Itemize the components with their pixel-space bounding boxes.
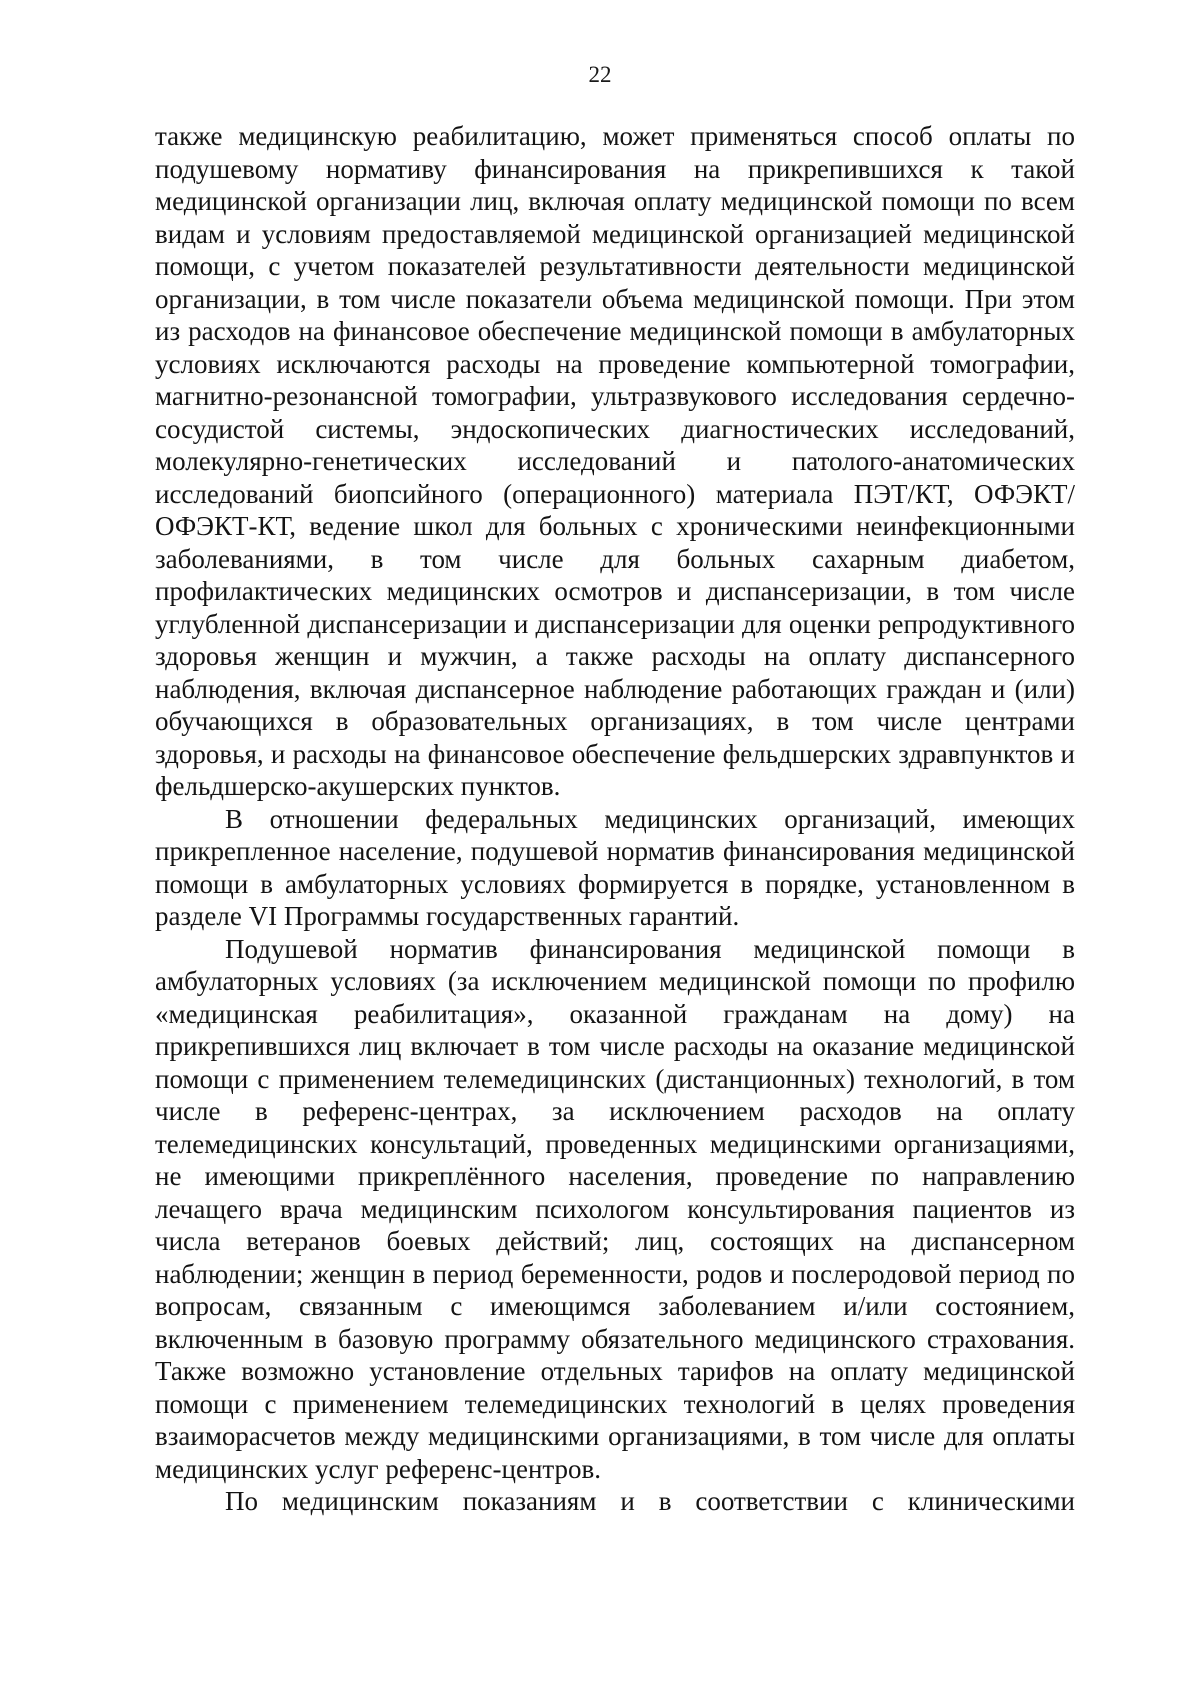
paragraph-continuation: также медицинскую реабилитацию, может применяться способ оплаты по подушевому нормативу финансирования на прикрепившихся к такой медицинской организации лиц, включая оплату медицинской помощи по всем видам и условиям предоставляемой медицинской организацией медицинской помощи, с учетом показателей результативности деятельности медицинской организации, в том числе показатели объема медицинской помощи. При этом из расходов на финансовое обеспечение медицинской помощи в амбулаторных условиях исключаются расходы на проведение компьютерной томографии, магнитно-резонансной томографии, ультразвукового исследования сердечно-сосудистой системы, эндоскопических диагностических исследований, молекулярно-генетических исследований и патолого-анатомических исследований биопсийного (операционного) материала ПЭТ/КТ, ОФЭКТ/ОФЭКТ-КТ, ведение школ для больных с хроническими неинфекционными заболеваниями, в том числе для больных сахарным диабетом, профилактических медицинских осмотров и диспансеризации, в том числе углубленной диспансеризации и диспансеризации для оценки репродуктивного здоровья женщин и мужчин, а также расходы на оплату диспансерного наблюдения, включая диспансерное наблюдение работающих граждан и (или) обучающихся в образовательных организациях, в том числе центрами здоровья, и расходы на финансовое обеспечение фельдшерских здравпунктов и фельдшерско-акушерских пунктов. (155, 121, 1075, 801)
page-number: 22 (588, 62, 612, 87)
paragraph-per-capita-standard: Подушевой норматив финансирования медицинской помощи в амбулаторных условиях (за исключением медицинской помощи по профилю «медицинская реабилитация», оказанной гражданам на дому) на прикрепившихся лиц включает в том числе расходы на оказание медицинской помощи с применением телемедицинских (дистанционных) технологий, в том числе в референс-центрах, за исключением расходов на оплату телемедицинских консультаций, проведенных медицинскими организациями, не имеющими прикреплённого населения, проведение по направлению лечащего врача медицинским психологом консультирования пациентов из числа ветеранов боевых действий; лиц, состоящих на диспансерном наблюдении; женщин в период беременности, родов и послеродовой период по вопросам, связанным с имеющимся заболеванием и/или состоянием, включенным в базовую программу обязательного медицинского страхования. Также возможно установление отдельных тарифов на оплату медицинской помощи с применением телемедицинских технологий в целях проведения взаиморасчетов между медицинскими организациями, в том числе для оплаты медицинских услуг референс-центров. (155, 933, 1075, 1484)
paragraph-federal-organizations: В отношении федеральных медицинских организаций, имеющих прикрепленное население, подушевой норматив финансирования медицинской помощи в амбулаторных условиях формируется в порядке, установленном в разделе VI Программы государственных гарантий. (155, 803, 1075, 931)
paragraph-medical-indications: По медицинским показаниям и в соответствии с клиническими (225, 1486, 1075, 1516)
document-body (155, 120, 1075, 1518)
